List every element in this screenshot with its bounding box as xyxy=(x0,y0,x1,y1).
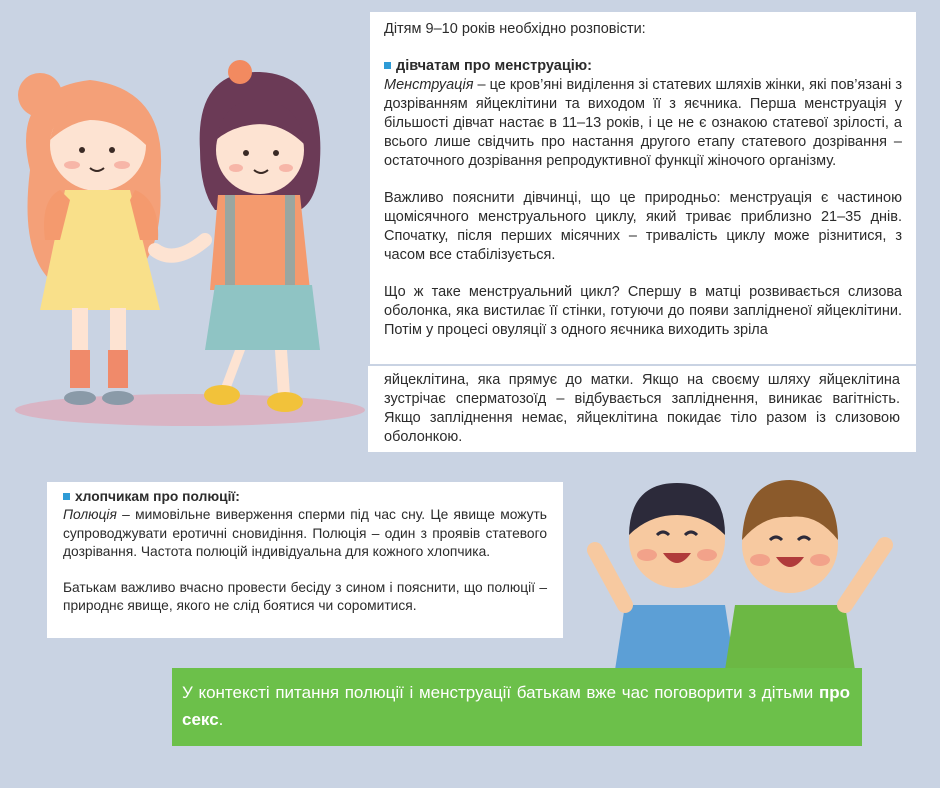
cycle-question: Що ж таке менструальний цикл? Спершу в матці розвивається слизова оболонка, яка вистилає її стінки, готуючи до появи заплідненої яйцеклітини. Потім у процесі овуляції з одного яєчника виходить зріла xyxy=(384,284,902,338)
banner-text-end: . xyxy=(218,710,224,729)
pollution-definition-text: – мимовільне виверження сперми під час сну. Це явище можуть супроводжувати еротичні сновидіння. Полюція – один з проявів статевого дозрівання. Частота полюцій індивідуальна для кожного хлопчика. xyxy=(63,507,547,559)
banner-text: У контексті питання полюції і менструації батькам вже час поговорити з дітьми xyxy=(182,683,819,702)
girls-illustration xyxy=(0,50,370,430)
cycle-explanation: Важливо пояснити дівчинці, що це природньо: менструація є частиною щомісячного менструального циклу, який триває приблизно 21–35 днів. Спочатку, після перших місячних – тривалість циклу може різнитися, з часом все стабілізується. xyxy=(384,190,902,263)
girls-heading-text: дівчатам про менструацію: xyxy=(396,58,592,74)
girls-info-card-continued xyxy=(368,366,916,452)
ginger-girl-figure xyxy=(18,73,161,405)
boy-blue-shirt-figure xyxy=(595,483,735,670)
girls-heading xyxy=(384,57,902,76)
menstruation-definition-text: – це кров’яні виділення зі статевих шляхів жінки, які пов’язані з дозріванням яйцеклітини та виходом її з яєчника. Перша менструація у більшості дівчат настає в 11–13 років, і це не є ознакою статевої зрілості, а всього лише свідчить про настання другого етапу статевого дозрівання – остаточного дозрівання репродуктивної функції жіночого організму. xyxy=(384,77,902,169)
menstruation-term: Менструація xyxy=(384,77,474,93)
pollution-term: Полюція xyxy=(63,507,117,523)
boys-illustration xyxy=(585,455,905,670)
girls-info-card xyxy=(370,12,916,364)
boys-heading xyxy=(63,488,547,506)
boy-green-shirt-figure xyxy=(725,480,885,670)
menstruation-definition xyxy=(384,76,902,171)
boys-info-card xyxy=(47,482,563,638)
bullet-icon xyxy=(384,62,391,69)
parents-advice: Батькам важливо вчасно провести бесіду з сином і пояснити, що полюції – природнє явище, якого не слід боятися чи соромитися. xyxy=(63,580,547,614)
dark-haired-girl-figure xyxy=(200,60,321,412)
intro-text: Дітям 9–10 років необхідно розповісти: xyxy=(384,21,646,37)
cycle-question-continued: яйцеклітина, яка прямує до матки. Якщо на своєму шляху яйцеклітина зустрічає сперматозоїд – відбувається запліднення, виникає вагітність. Якщо запліднення немає, яйцеклітина покидає тіло разом із слизовою оболонкою. xyxy=(384,372,900,445)
summary-banner xyxy=(172,668,862,746)
pollution-definition xyxy=(63,506,547,561)
banner-bold-text: про секс xyxy=(182,683,850,729)
bullet-icon xyxy=(63,493,70,500)
boys-heading-text: хлопчикам про полюції: xyxy=(75,489,240,504)
